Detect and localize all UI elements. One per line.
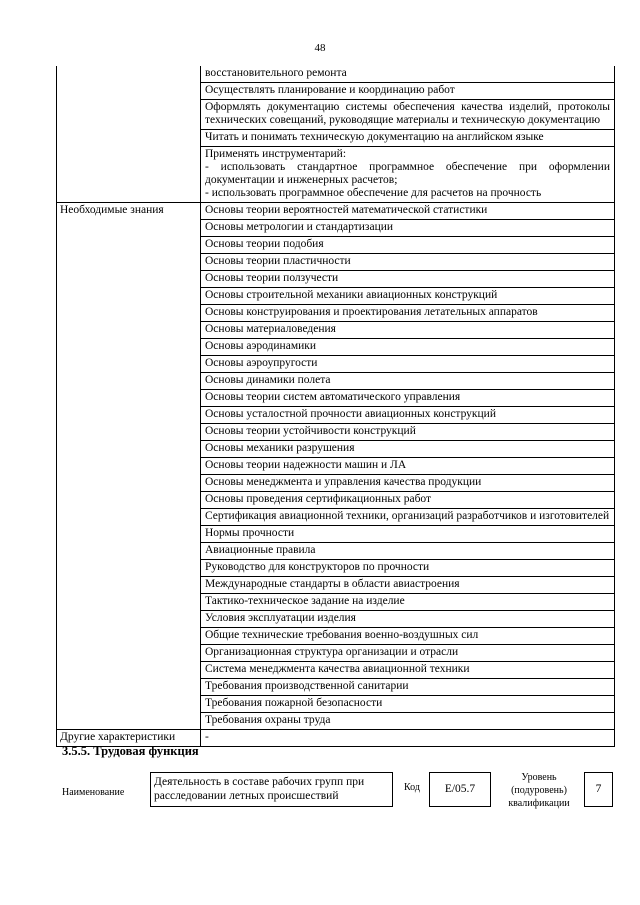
skill-cell: Применять инструментарий: - использовать стандартное программное обеспечение при оформлении документации и инженерных расчетов; - использовать программное обеспечение для расчетов на прочность (201, 147, 615, 203)
knowledge-cell: Требования пожарной безопасности (201, 696, 615, 713)
other-characteristics-cell: - (201, 730, 615, 747)
knowledge-cell: Нормы прочности (201, 526, 615, 543)
knowledge-cell: Основы материаловедения (201, 322, 615, 339)
name-label: Наименование (62, 787, 125, 798)
knowledge-cell: Основы теории вероятностей математической статистики (201, 203, 615, 220)
knowledge-cell: Основы усталостной прочности авиационных конструкций (201, 407, 615, 424)
row-label (57, 66, 201, 203)
section-title: 3.5.5. Трудовая функция (62, 744, 199, 758)
row-label: Другие характеристики (57, 730, 201, 747)
knowledge-cell: Основы динамики полета (201, 373, 615, 390)
knowledge-cell: Авиационные правила (201, 543, 615, 560)
knowledge-cell: Руководство для конструкторов по прочности (201, 560, 615, 577)
knowledge-cell: Тактико-техническое задание на изделие (201, 594, 615, 611)
knowledge-cell: Основы метрологии и стандартизации (201, 220, 615, 237)
table-row (57, 203, 615, 220)
knowledge-cell: Общие технические требования военно-воздушных сил (201, 628, 615, 645)
knowledge-cell: Основы теории пластичности (201, 254, 615, 271)
function-name-box: Деятельность в составе рабочих групп при расследовании летных происшествий (150, 772, 393, 807)
knowledge-cell: Основы теории ползучести (201, 271, 615, 288)
knowledge-cell: Основы механики разрушения (201, 441, 615, 458)
code-box: E/05.7 (429, 772, 491, 807)
knowledge-cell: Основы теории надежности машин и ЛА (201, 458, 615, 475)
knowledge-cell: Основы аэроупругости (201, 356, 615, 373)
knowledge-cell: Основы теории подобия (201, 237, 615, 254)
knowledge-cell: Основы проведения сертификационных работ (201, 492, 615, 509)
skill-cell: Читать и понимать техническую документацию на английском языке (201, 130, 615, 147)
page-number: 48 (314, 42, 326, 54)
knowledge-cell: Условия эксплуатации изделия (201, 611, 615, 628)
competency-table (56, 66, 615, 747)
knowledge-cell: Сертификация авиационной техники, организаций разработчиков и изготовителей (201, 509, 615, 526)
qualification-level-box: 7 (584, 772, 613, 807)
code-label: Код (404, 782, 420, 793)
knowledge-cell: Требования охраны труда (201, 713, 615, 730)
knowledge-cell: Международные стандарты в области авиастроения (201, 577, 615, 594)
knowledge-cell: Основы аэродинамики (201, 339, 615, 356)
skill-cell: Осуществлять планирование и координацию работ (201, 83, 615, 100)
knowledge-cell: Основы теории устойчивости конструкций (201, 424, 615, 441)
row-label: Необходимые знания (57, 203, 201, 730)
knowledge-cell: Основы конструирования и проектирования летательных аппаратов (201, 305, 615, 322)
knowledge-cell: Основы теории систем автоматического управления (201, 390, 615, 407)
knowledge-cell: Основы менеджмента и управления качества продукции (201, 475, 615, 492)
knowledge-cell: Основы строительной механики авиационных конструкций (201, 288, 615, 305)
table-row (57, 66, 615, 83)
qualification-level-label: Уровень (подуровень) квалификации (508, 772, 570, 809)
skill-cell: восстановительного ремонта (201, 66, 615, 83)
skill-cell: Оформлять документацию системы обеспечения качества изделий, протоколы технических совещаний, руководящие материалы и техническую документацию (201, 100, 615, 130)
knowledge-cell: Организационная структура организации и отрасли (201, 645, 615, 662)
knowledge-cell: Требования производственной санитарии (201, 679, 615, 696)
knowledge-cell: Система менеджмента качества авиационной техники (201, 662, 615, 679)
